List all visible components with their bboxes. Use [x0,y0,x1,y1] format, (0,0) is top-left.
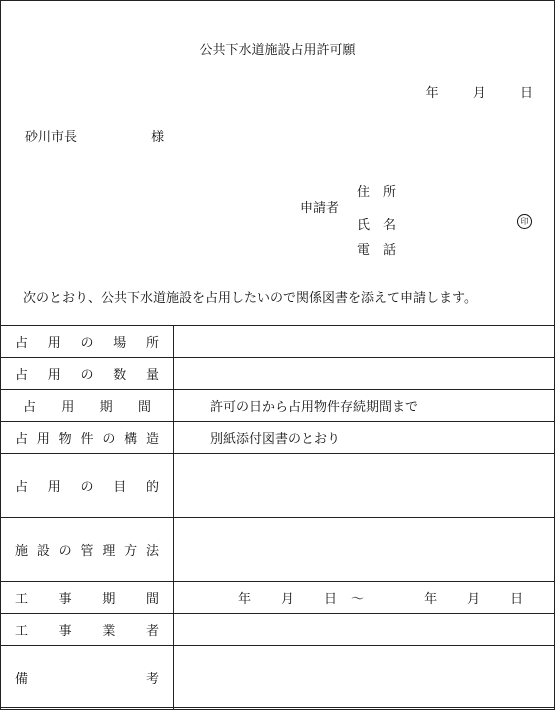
label-char: 場 [113,336,127,351]
label-char: 事 [58,592,72,607]
occupancy-quantity-field[interactable] [174,358,555,390]
row-label-construction-period [1,582,174,614]
structure-field[interactable]: 別紙添付図書のとおり [174,422,555,454]
label-char: 量 [145,368,159,383]
date-line [406,82,533,101]
label-char: 住 [357,185,371,200]
label-char: 用 [47,368,61,383]
remarks-field[interactable] [174,646,555,710]
addressee-line [25,126,164,145]
period-end-month: 月 [467,592,481,607]
row-label-contractor [1,614,174,646]
application-statement: 次のとおり、公共下水道施設を占用したいので関係図書を添えて申請します。 [23,291,477,306]
period-separator: ～ [351,592,365,607]
period-start-year: 年 [238,592,252,607]
label-char: 事 [58,624,72,639]
label-char: 目 [113,480,127,495]
addressee-honorific: 様 [151,130,165,145]
applicant-name-label [357,214,396,233]
label-char: 期 [102,592,116,607]
period-start-day: 日 [324,592,338,607]
label-char: 電 [357,243,371,258]
label-char: 法 [145,544,159,559]
occupancy-period-field[interactable]: 許可の日から占用物件存続期間まで [174,390,555,422]
label-char: 用 [61,400,75,415]
label-char: 期 [99,400,113,415]
label-char: 名 [383,218,397,233]
label-char: 的 [145,480,159,495]
occupancy-location-field[interactable] [174,326,555,358]
construction-period-field[interactable] [174,582,555,614]
label-char: 管 [80,544,94,559]
table-row [1,358,555,390]
label-char: 所 [145,336,159,351]
table-row [1,390,555,422]
row-label-period [1,390,174,422]
label-char: 間 [145,592,159,607]
label-char: 物 [58,432,72,447]
label-char: 用 [36,432,50,447]
applicant-address-label [357,181,396,200]
label-char: 構 [124,432,138,447]
label-char: の [58,544,72,559]
label-char: 方 [124,544,138,559]
row-label-location [1,326,174,358]
addressee-name: 砂川市長 [25,130,78,145]
row-label-purpose [1,454,174,518]
label-char: 工 [15,624,29,639]
contractor-field[interactable] [174,614,555,646]
applicant-phone-label [357,239,396,258]
table-row [1,646,555,710]
label-char: の [80,336,94,351]
label-char: 考 [145,672,159,687]
label-char: 設 [36,544,50,559]
table-row [1,326,555,358]
label-char: 工 [15,592,29,607]
management-method-field[interactable] [174,518,555,582]
row-label-structure [1,422,174,454]
row-label-management [1,518,174,582]
label-char: 施 [15,544,29,559]
label-char: 用 [47,480,61,495]
label-char: 所 [383,185,397,200]
label-char: 備 [15,672,29,687]
label-char: 氏 [357,218,371,233]
label-char: 者 [145,624,159,639]
date-month-label: 月 [472,86,486,101]
label-char: 用 [47,336,61,351]
date-year-label: 年 [425,86,439,101]
label-char: 数 [113,368,127,383]
label-char: 話 [383,243,397,258]
label-char: の [80,480,94,495]
label-char: の [102,432,116,447]
label-char: 占 [23,400,37,415]
seal-mark: 印 [517,214,532,229]
table-row [1,614,555,646]
label-char: 造 [145,432,159,447]
table-row [1,518,555,582]
label-char: 占 [15,480,29,495]
applicant-label: 申請者 [300,201,340,216]
table-row [1,582,555,614]
period-start-month: 月 [281,592,295,607]
label-char: 理 [102,544,116,559]
label-char: 件 [80,432,94,447]
table-row [1,454,555,518]
period-end-year: 年 [424,592,438,607]
label-char: 占 [15,336,29,351]
label-char: 業 [102,624,116,639]
period-end-day: 日 [510,592,524,607]
label-char: の [80,368,94,383]
label-char: 占 [15,432,29,447]
label-char: 占 [15,368,29,383]
label-char: 間 [137,400,151,415]
row-label-quantity [1,358,174,390]
occupancy-purpose-field[interactable] [174,454,555,518]
date-day-label: 日 [519,86,533,101]
application-table [0,325,555,710]
table-row [1,422,555,454]
row-label-remarks [1,646,174,710]
form-title: 公共下水道施設占用許可願 [199,43,356,58]
